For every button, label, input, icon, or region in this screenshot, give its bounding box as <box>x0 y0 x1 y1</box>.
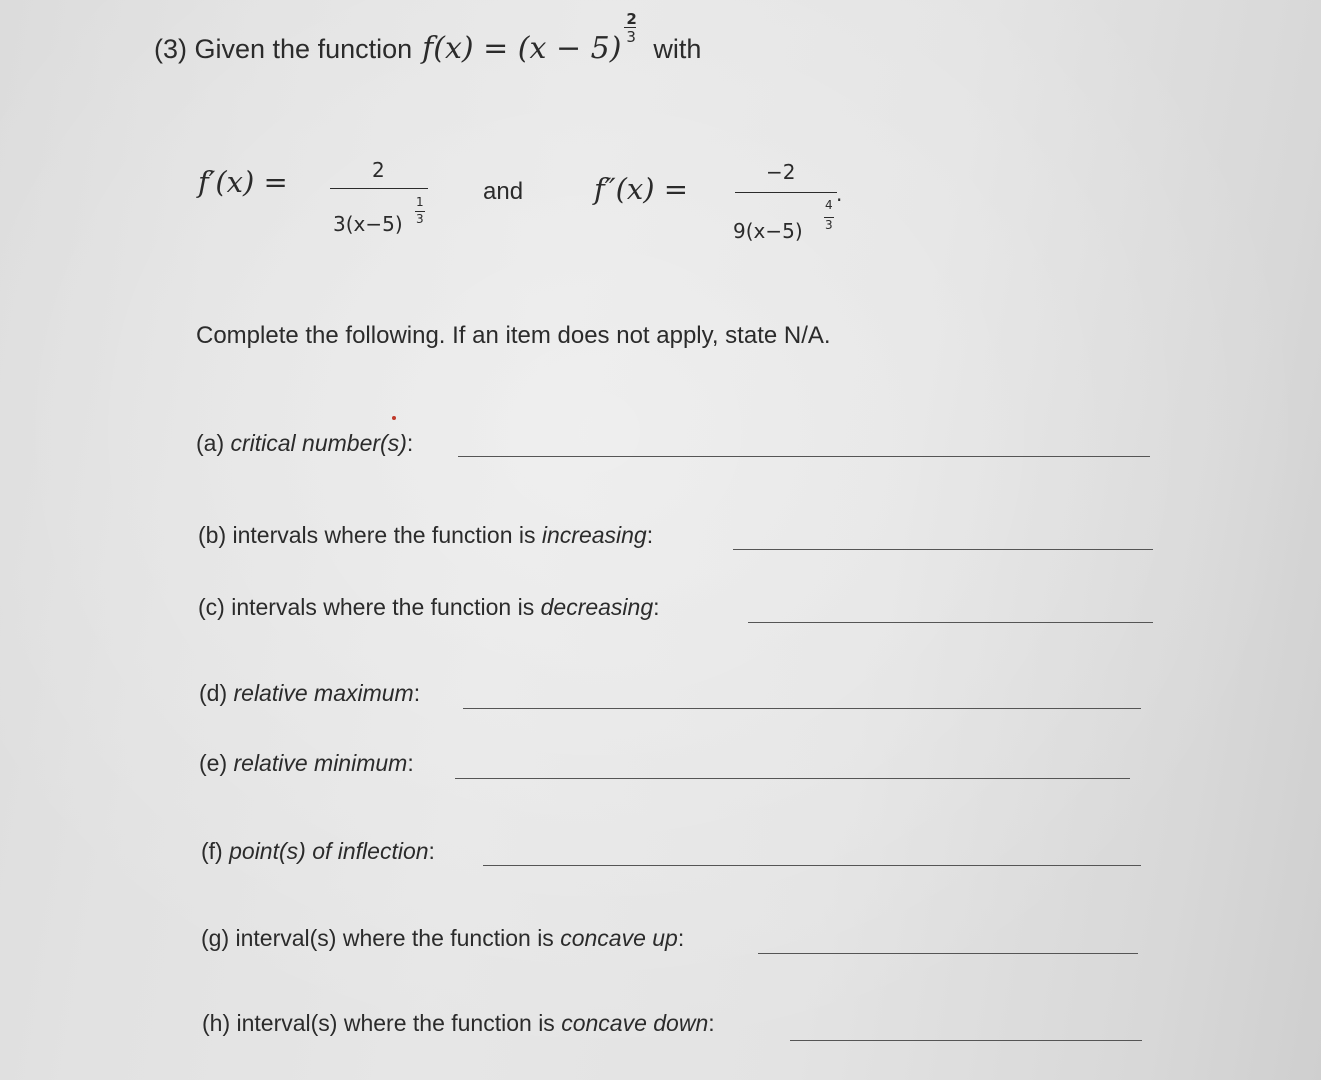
first-derivative-numerator: 2 <box>372 158 385 182</box>
item-b-italic: increasing <box>541 522 647 548</box>
item-e-text: relative minimum <box>233 750 408 776</box>
item-c-italic: decreasing <box>540 594 654 620</box>
item-d-suffix: : <box>413 680 421 706</box>
item-h-italic: concave down <box>561 1010 709 1036</box>
second-derivative-denominator: 9(x−5) <box>733 219 803 243</box>
pen-mark <box>392 416 396 420</box>
first-derivative-exp-denominator: 3 <box>416 212 424 226</box>
item-c-suffix: : <box>653 594 660 620</box>
item-g-italic: concave up <box>560 925 678 951</box>
item-b-text: intervals where the function is <box>232 522 542 548</box>
first-derivative-denominator: 3(x−5) <box>333 212 403 236</box>
item-a <box>196 430 413 457</box>
item-f-text: point(s) of inflection <box>229 838 429 864</box>
item-c-label: (c) <box>198 594 232 620</box>
second-derivative-fraction-bar <box>735 192 837 193</box>
item-f <box>201 838 435 865</box>
item-a-label: (a) <box>196 430 231 456</box>
exponent-numerator: 2 <box>626 10 637 28</box>
answer-line-h[interactable] <box>790 1040 1142 1041</box>
item-d <box>199 680 420 707</box>
first-derivative-fraction-bar <box>330 188 428 189</box>
problem-trailing: with <box>653 34 702 64</box>
item-a-suffix: : <box>406 430 414 456</box>
item-f-suffix: : <box>428 838 435 864</box>
item-b-label: (b) <box>198 522 233 548</box>
second-derivative-lhs: f″(x) = <box>594 172 689 206</box>
problem-lead: (3) Given the function <box>154 34 413 64</box>
item-c <box>198 594 660 621</box>
item-f-label: (f) <box>201 838 230 864</box>
second-derivative-numerator: −2 <box>766 160 796 184</box>
item-e-suffix: : <box>407 750 414 776</box>
item-d-text: relative maximum <box>233 680 414 706</box>
answer-line-f[interactable] <box>483 865 1141 866</box>
item-b <box>198 522 653 549</box>
function-exponent <box>623 10 639 58</box>
item-a-text: critical number(s) <box>230 430 407 456</box>
item-d-label: (d) <box>199 680 234 706</box>
item-h <box>202 1010 715 1037</box>
item-g-text: interval(s) where the function is <box>235 925 561 951</box>
second-derivative-exp-numerator: 4 <box>825 198 833 212</box>
item-h-label: (h) <box>202 1010 237 1036</box>
answer-line-c[interactable] <box>748 622 1153 623</box>
exponent-denominator: 3 <box>626 28 636 46</box>
item-b-suffix: : <box>646 522 654 548</box>
answer-line-d[interactable] <box>463 708 1141 709</box>
item-g <box>201 925 684 952</box>
connector-and: and <box>483 178 524 205</box>
answer-line-g[interactable] <box>758 953 1138 954</box>
first-derivative-lhs: f′(x) = <box>198 165 288 199</box>
item-g-label: (g) <box>201 925 236 951</box>
instructions: Complete the following. If an item does not apply, state N/A. <box>196 322 831 349</box>
second-derivative-exp-denominator: 3 <box>825 218 833 232</box>
first-derivative-exp-numerator: 1 <box>416 195 424 209</box>
item-e-label: (e) <box>199 750 234 776</box>
item-e <box>199 750 414 777</box>
item-h-suffix: : <box>708 1010 715 1036</box>
item-g-suffix: : <box>677 925 685 951</box>
answer-line-b[interactable] <box>733 549 1153 550</box>
function-expression: f(x) = (x − 5) <box>422 31 622 66</box>
item-c-text: intervals where the function is <box>231 594 541 620</box>
answer-line-a[interactable] <box>458 456 1150 457</box>
answer-line-e[interactable] <box>455 778 1130 779</box>
item-h-text: interval(s) where the function is <box>236 1010 562 1036</box>
problem-statement <box>154 10 702 66</box>
second-derivative-end-mark: · <box>836 188 843 212</box>
